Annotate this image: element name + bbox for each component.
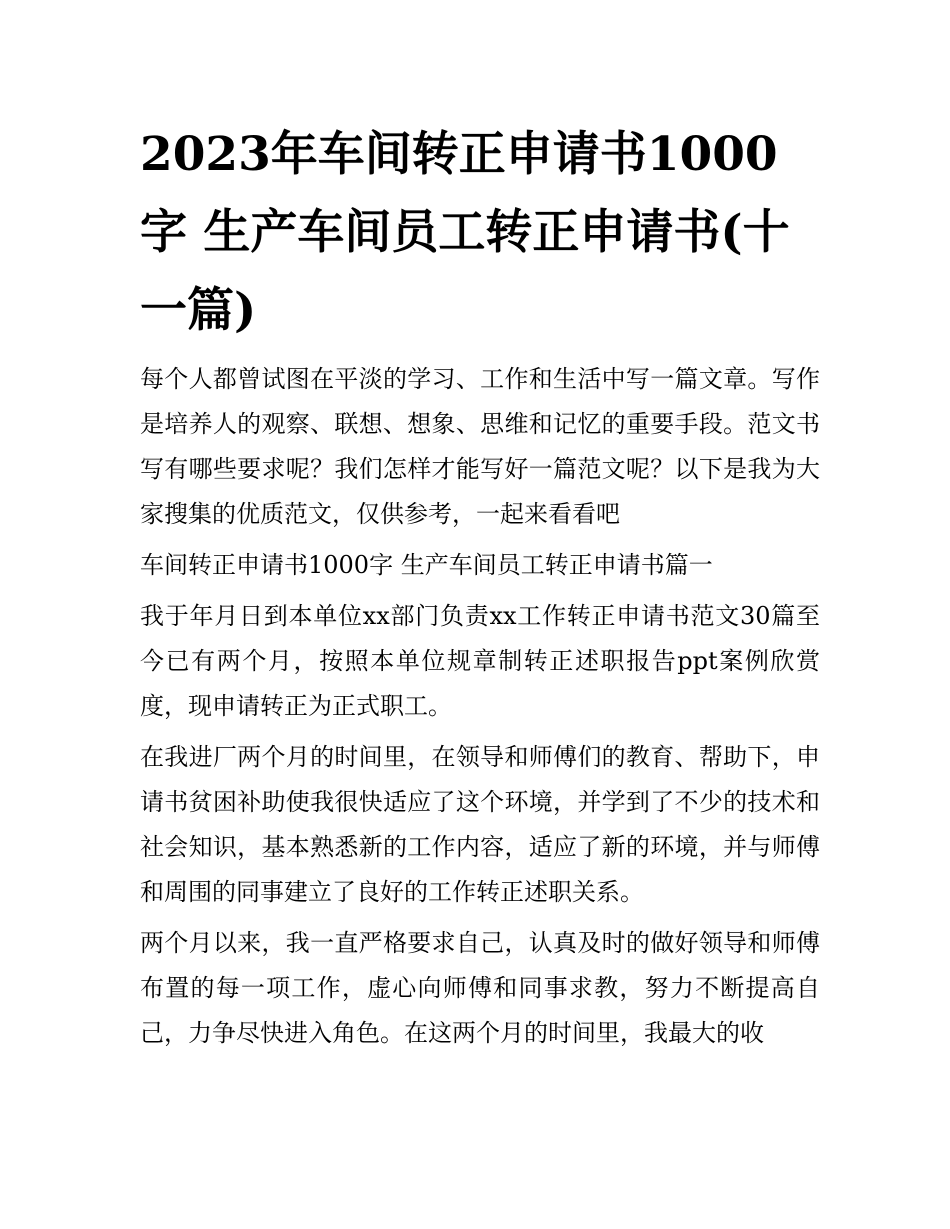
section-heading: 车间转正申请书1000字 生产车间员工转正申请书篇一 [140, 551, 713, 579]
document-body [140, 357, 820, 1062]
body-paragraph: 在我进厂两个月的时间里，在领导和师傅们的教育、帮助下，申请书贫困补助使我很快适应了这个环境，并学到了不少的技术和社会知识，基本熟悉新的工作内容，适应了新的环境，并与师傅和周围的同事建立了良好的工作转正述职关系。 [140, 743, 820, 906]
intro-paragraph: 每个人都曾试图在平淡的学习、工作和生活中写一篇文章。写作是培养人的观察、联想、想象、思维和记忆的重要手段。范文书写有哪些要求呢？我们怎样才能写好一篇范文呢？以下是我为大家搜集的优质范文，仅供参考，一起来看看吧 [140, 365, 820, 528]
body-paragraph: 两个月以来，我一直严格要求自己，认真及时的做好领导和师傅布置的每一项工作，虚心向师傅和同事求教，努力不断提高自己，力争尽快进入角色。在这两个月的时间里，我最大的收 [140, 929, 820, 1047]
body-paragraph: 我于年月日到本单位xx部门负责xx工作转正申请书范文30篇至今已有两个月，按照本单位规章制转正述职报告ppt案例欣赏度，现申请转正为正式职工。 [140, 602, 820, 720]
document-title: 2023年车间转正申请书1000字 生产车间员工转正申请书(十一篇) [140, 127, 790, 338]
